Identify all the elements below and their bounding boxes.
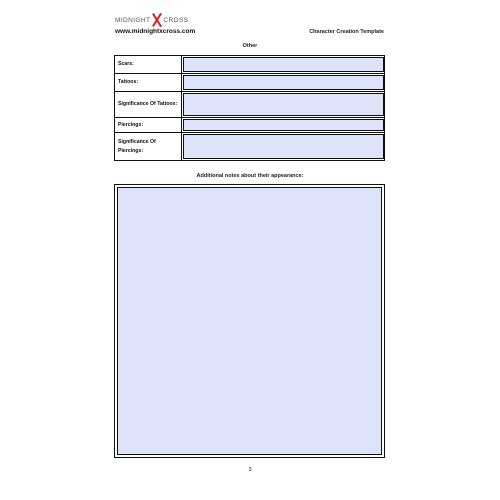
additional-notes-field[interactable] [117, 187, 382, 455]
form-row-significance-of-tattoos [115, 92, 384, 118]
form-row-scars [115, 56, 384, 74]
form-row-tattoos [115, 74, 384, 92]
document-title: Character Creation Template [309, 29, 384, 35]
significance-of-tattoos-field[interactable] [183, 93, 384, 116]
page-number: 3 [248, 467, 252, 473]
piercings-field[interactable] [183, 119, 384, 131]
section-title: Other [242, 43, 258, 49]
form-row-piercings [115, 118, 384, 133]
significance-of-tattoos-label: Significance Of Tattoos: [115, 92, 182, 117]
site-url-link[interactable]: www.midnightxcross.com [115, 28, 196, 35]
piercings-label: Piercings: [115, 118, 182, 132]
tattoos-field[interactable] [183, 75, 384, 90]
significance-of-piercings-field[interactable] [183, 134, 384, 159]
logo-text-right: CROSS [163, 16, 189, 24]
significance-of-piercings-label: Significance Of Piercings: [115, 133, 182, 160]
appearance-form-table [114, 55, 385, 161]
scars-label: Scars: [115, 56, 182, 73]
tattoos-label: Tattoos: [115, 74, 182, 91]
additional-notes-box [114, 184, 385, 458]
midnightxcross-logo [115, 13, 188, 27]
additional-notes-title: Additional notes about their appearance: [196, 173, 304, 179]
scars-field[interactable] [183, 57, 384, 72]
x-logo-icon [151, 13, 163, 27]
logo-text-left: MIDNIGHT [115, 16, 151, 24]
form-row-significance-of-piercings [115, 133, 384, 160]
